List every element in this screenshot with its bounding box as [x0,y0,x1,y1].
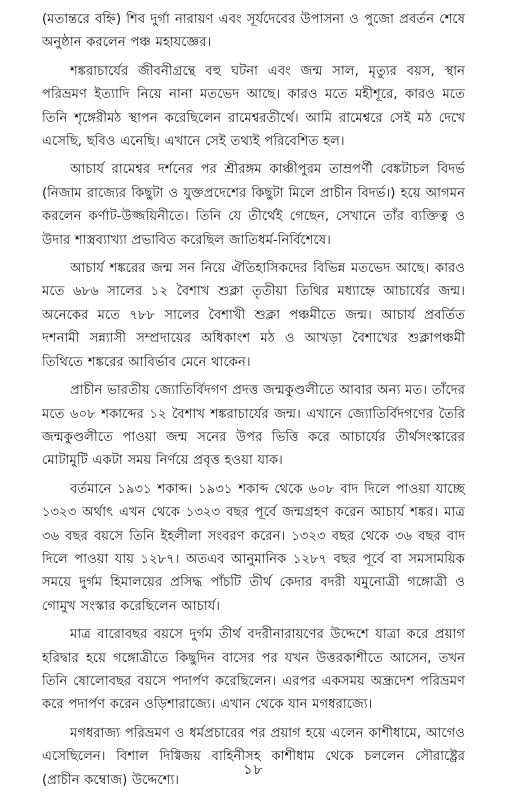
paragraph-4: আচার্য শঙ্করের জন্ম সন নিয়ে ঐতিহাসিকদের বিভিন্ন মতভেদ আছে। কারও মতে ৬৮৬ সালের ১২ বৈশাখ শুক্লা তৃতীয়া তিথির মধ্যাহ্নে আচার্যের জন্ম। অনেকের মতে ৭৮৮ সালের বৈশাখী শুক্লা পঞ্চমীতে জন্ম। আচার্য প্রবর্তিত দশনামী সন্ন্যাসী সম্প্রদায়ের অধিকাংশ মঠ ও আখড়া বৈশাখের শুক্লাপঞ্চমী তিথিতে শঙ্করের আবির্ভাব মেনে থাকেন। [42,261,465,370]
page-number: ১৮ [243,762,264,778]
paragraph-5: প্রাচীন ভারতীয় জ্যোতির্বিদগণ প্রদত্ত জন্মকুণ্ডলীতে আবার অন্য মত। তাঁদের মতে ৬০৮ শকাব্দের ১২ বৈশাখ শঙ্করাচার্যের জন্ম। এখানে জ্যোতির্বিদগণের তৈরি জন্মকুণ্ডলীতে পাওয়া জন্ম সনের উপর ভিত্তি করে আচার্যের তীর্থসংস্কারের মোটামুটি একটা সময় নির্ণয়ে প্রবৃত্ত হওয়া যাক। [42,383,465,469]
paragraph-2: শঙ্করাচার্যের জীবনীগ্রন্থে বহু ঘটনা এবং জন্ম সাল, মৃত্যুর বয়স, স্থান পরিভ্রমণ ইত্যাদি নিয়ে নানা মতভেদ আছে। কারও মতে মহীশূরে, কারও মতে তিনি শৃঙ্গেরীমঠ স্থাপন করেছিলেন রামেশ্বরতীর্থে। আমি রামেশ্বরে সেই মঠ দেখে এসেছি, ছবিও এনেছি। এখানে সেই তথ্যই পরিবেশিত হল। [42,63,465,150]
paragraph-7: মাত্র বারোবছর বয়সে দুর্গম তীর্থ বদরীনারায়ণের উদ্দেশে যাত্রা করে প্রয়াগ হরিদ্বার হয়ে গঙ্গোত্রীতে কিছুদিন বাসের পর যখন উত্তরকাশীতে আসেন, তখন তিনি ষোলোবছর বয়সে পদার্পণ করেছিলেন। এরপর একসময় অন্ধ্রদেশ পরিভ্রমণ করে পদার্পণ করেন ওড়িশারাজ্যে। এখান থেকে যান মগধরাজ্যে। [42,627,465,713]
paragraph-1: (মতান্তরে বহ্নি) শিব দুর্গা নারায়ণ এবং সূর্যদেবের উপাসনা ও পুজো প্রবর্তন শেষে অনুষ্ঠান করলেন পঞ্চ মহাযজ্ঞের। [42,12,465,51]
paragraph-8: মগধরাজ্য পরিভ্রমণ ও ধর্মপ্রচারের পর প্রয়াগ হয়ে এলেন কাশীধামে, আগেও এসেছিলেন। বিশাল দিগ্বিজয় বাহিনীসহ কাশীধাম থেকে চললেন সৌরাষ্ট্রের (প্রাচীন কম্বোজ) উদ্দেশ্যে। [42,725,465,788]
paragraph-3: আচার্য রামেশ্বর দর্শনের পর শ্রীরঙ্গম কাঞ্চীপুরম তাম্রপর্ণী বেঙ্কটাচল বিদর্ভ (নিজাম রাজ্যের কিছুটা ও যুক্তপ্রদেশের কিছুটা মিলে প্রাচীন বিদর্ভ।) হয়ে আগমন করলেন কর্ণাট-উজ্জয়িনীতে। তিনি যে তীর্থেই গেছেন, সেখানে তাঁর ব্যক্তিত্ব ও উদার শাস্ত্রব্যাখ্যা প্রভাবিত করেছিল জাতিধর্ম-নির্বিশেষে। [42,162,465,248]
paragraph-6: বর্তমানে ১৯৩১ শকাব্দ। ১৯৩১ শকাব্দ থেকে ৬০৮ বাদ দিলে পাওয়া যাচ্ছে ১৩২৩ অর্থাৎ এখন থেকে ১৩২৩ বছর পূর্বে জন্মগ্রহণ করেন আচার্য শঙ্কর। মাত্র ৩৬ বছর বয়সে তিনি ইহলীলা সংবরণ করেন। ১৩২৩ বছর থেকে ৩৬ বছর বাদ দিলে পাওয়া যায় ১২৮৭। অতএব আনুমানিক ১২৮৭ বছর পূর্বে বা সমসাময়িক সময়ে দুর্গম হিমালয়ের প্রসিদ্ধ পাঁচটি তীর্থ কেদার বদরী যমুনোত্রী গঙ্গোত্রী ও গোমুখ সংস্কার করেছিলেন আচার্য। [42,481,465,614]
